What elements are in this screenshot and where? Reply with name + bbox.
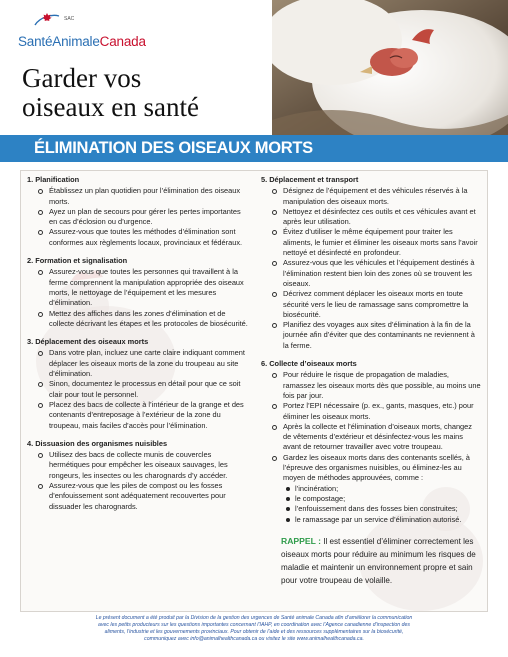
list-item: Placez des bacs de collecte à l’intérieur de la grange et des contenants d’entreposage à l’extérieur de la zone du troupeau, mais faciles d’accès pour l’élimination. [49, 400, 249, 431]
section-heading: 6. Collecte d’oiseaux morts [261, 359, 357, 369]
brand-name-part1: SantéAnimale [18, 34, 100, 49]
sub-list-item: le compostage; [295, 494, 481, 504]
page-title [22, 64, 199, 122]
list-item: Sinon, documentez le processus en détail pour que ce soit clair pour tout le personnel. [49, 379, 249, 400]
list-item: Désignez de l’équipement et des véhicules réservés à la manipulation des oiseaux morts. [283, 186, 481, 207]
section-training [27, 256, 249, 329]
list-item: Décrivez comment déplacer les oiseaux morts en toute sécurité vers le lieu de ramassage sans compromettre la biosécurité. [283, 289, 481, 320]
footer-line: avec les petits producteurs sur les questions importantes concernant l’IAHP, en coordination avec l’Agence canadienne d’inspection des [98, 622, 410, 628]
brand-name [18, 34, 146, 49]
section-banner [0, 135, 508, 162]
section-collection [261, 359, 481, 525]
document-header [0, 0, 508, 135]
left-column [27, 175, 249, 520]
chicken-photo [272, 0, 508, 135]
list-item: Mettez des affiches dans les zones d’élimination et de collecte décrivant les étapes et les protocoles de biosécurité. [49, 308, 248, 328]
section-moving-birds [27, 337, 249, 431]
list-item: Assurez-vous que toutes les méthodes d’élimination sont conformes aux règlements locaux, provinciaux et fédéraux. [49, 227, 249, 248]
footer-line: Le présent document a été produit par la Division de la gestion des urgences de Santé animale Canada afin d’améliorer la communication [95, 615, 413, 621]
list-item: Dans votre plan, incluez une carte claire indiquant comment déplacer les oiseaux morts de la zone du troupeau au site d’élimination. [49, 348, 249, 379]
right-column [261, 175, 481, 587]
section-transport [261, 175, 481, 351]
footer-line: aliments, l’industrie et les gouvernements provinciaux. Pour obtenir de l’aide et des ressources supplémentaires sur la biosécurité, [104, 629, 404, 635]
resting-hen-illustration [272, 0, 508, 135]
list-item: Assurez-vous que les véhicules et l’équipement destinés à l’élimination restent bien loin des zones où se trouvent les oiseaux. [283, 258, 481, 289]
section-planning [27, 175, 249, 248]
sub-list-item: l’incinération; [295, 484, 481, 494]
sub-list-item: l’enfouissement dans des fosses bien construites; [295, 504, 481, 514]
reminder-text: Il est essentiel d’éliminer correctement les oiseaux morts pour réduire au minimum les risques de maladie et maintenir un environnement propre et sain pour votre troupeau de volaille. [281, 536, 476, 585]
list-item: Évitez d’utiliser le même équipement pour traiter les aliments, le fumier et éliminer les oiseaux morts sans l’avoir nettoyé et désinfecté en profondeur. [283, 227, 481, 258]
content-panel [20, 170, 488, 612]
section-heading: 2. Formation et signalisation [27, 256, 128, 266]
maple-leaf-icon [32, 12, 62, 28]
section-heading: 1. Planification [27, 175, 80, 184]
list-item: Après la collecte et l’élimination d’oiseaux morts, changez de vêtements d’extérieur et désinfectez-vous les mains avant de retourner travailler avec votre troupeau. [283, 422, 481, 453]
brand-name-part2: Canada [99, 34, 146, 49]
list-item: Assurez-vous que les piles de compost ou les fosses d’enfouissement sont adéquatement recouvertes pour dissuader les charognards. [49, 481, 249, 512]
page-title-line2: oiseaux en santé [22, 92, 199, 122]
list-item: Nettoyez et désinfectez ces outils et ces véhicules avant et après leur utilisation. [283, 207, 481, 228]
list-item: Établissez un plan quotidien pour l’élimination des oiseaux morts. [49, 186, 249, 207]
sub-list-item: le ramassage par un service d’élimination autorisé. [295, 515, 481, 525]
section-pest-deterrence [27, 439, 249, 512]
banner-title: ÉLIMINATION DES OISEAUX MORTS [34, 139, 313, 157]
list-item: Assurez-vous que toutes les personnes qui travaillent à la ferme comprennent la manipulation appropriée des oiseaux morts, le nettoyage de l’équipement et les mesures d’élimination. [49, 267, 249, 308]
footer-note [30, 615, 478, 643]
list-item-text: Gardez les oiseaux morts dans des contenants scellés, à l’épreuve des organismes nuisibles, ou éliminez-les au moyen de méthodes approuvées, comme : [283, 452, 470, 483]
list-item [283, 453, 481, 525]
footer-line: communiquez avec info@animalhealthcanada.ca ou visitez le site www.animalhealthcanada.ca. [144, 636, 364, 642]
list-item: Pour réduire le risque de propagation de maladies, ramassez les oiseaux morts dès que possible, au moins une fois par jour. [283, 370, 481, 400]
list-item: Utilisez des bacs de collecte munis de couvercles hermétiques pour empêcher les oiseaux sauvages, les rongeurs, les insectes ou les charognards d’y accéder. [49, 450, 249, 481]
reminder-label: RAPPEL : [281, 535, 321, 546]
section-heading: 5. Déplacement et transport [261, 175, 359, 184]
list-item: Ayez un plan de secours pour gérer les pertes importantes en cas d’éclosion ou d’urgence. [49, 207, 249, 228]
page-title-line1: Garder vos [22, 63, 142, 93]
list-item: Portez l’EPI nécessaire (p. ex., gants, masques, etc.) pour éliminer les oiseaux morts. [283, 401, 481, 422]
section-heading: 3. Déplacement des oiseaux morts [27, 337, 149, 347]
section-heading: 4. Dissuasion des organismes nuisibles [27, 438, 168, 448]
reminder-callout [261, 535, 481, 587]
sub-list [283, 484, 481, 525]
list-item: Planifiez des voyages aux sites d’élimination à la fin de la journée afin d’éviter que des contaminants ne reviennent à la ferme. [283, 320, 481, 351]
logo-sac-label: SAC [64, 16, 75, 22]
